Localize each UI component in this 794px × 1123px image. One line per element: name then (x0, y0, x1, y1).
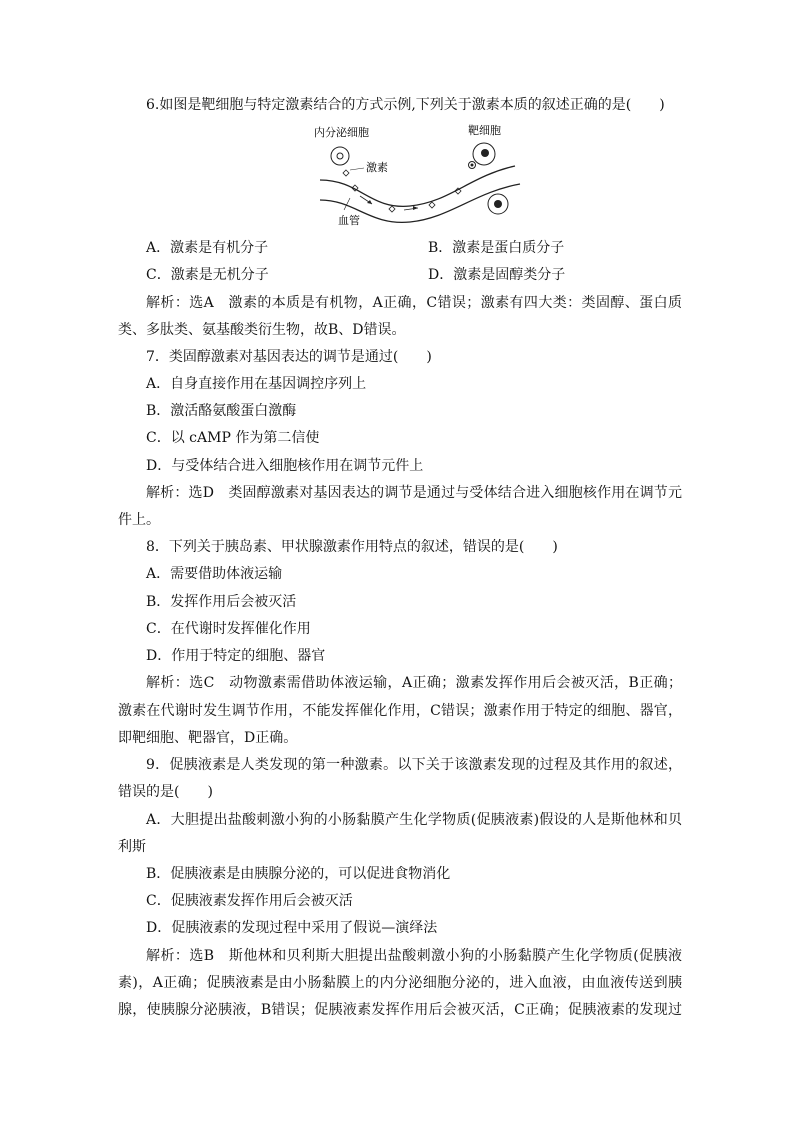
q8-option: A．需要借助体液运输 (146, 566, 283, 582)
q8-analysis-line: 解析：选C 动物激素需借助体液运输，A正确；激素发挥作用后会被灭活，B正确； (146, 675, 682, 691)
q9-option: B．促胰液素是由胰腺分泌的，可以促进食物消化 (146, 866, 451, 882)
q8-option: B．发挥作用后会被灭活 (146, 594, 297, 610)
q7-analysis-line: 件上。 (118, 512, 160, 528)
q7-option: D．与受体结合进入细胞核作用在调节元件上 (146, 458, 424, 474)
endocrine-cell (331, 147, 349, 165)
q9-analysis-line: 腺，使胰腺分泌胰液，B错误；促胰液素发挥作用后会被灭活，C正确；促胰液素的发现过 (118, 1002, 682, 1018)
q6-stem: 6.如图是靶细胞与特定激素结合的方式示例,下列关于激素本质的叙述正确的是( ) (146, 97, 665, 113)
hormone-particle (343, 170, 349, 176)
bound-hormone (471, 164, 474, 167)
q8-stem: 8．下列关于胰岛素、甲状腺激素作用特点的叙述，错误的是( ) (146, 539, 558, 555)
q9-stem-line: 错误的是( ) (118, 784, 213, 800)
flow-arrowhead (413, 206, 418, 210)
q9-option-continued: 利斯 (118, 839, 146, 855)
non-target-cell-nucleus (494, 200, 502, 208)
label-target-cell: 靶细胞 (468, 124, 501, 137)
q8-option: D．作用于特定的细胞、器官 (146, 648, 326, 664)
q8-analysis-line: 激素在代谢时发生调节作用，不能发挥催化作用，C错误；激素作用于特定的细胞、器官， (118, 703, 682, 719)
q9-option: D．促胰液素的发现过程中采用了假说—演绎法 (146, 920, 438, 936)
q6-option-a: A．激素是有机分子 (146, 240, 269, 256)
q6-option-d: D．激素是固醇类分子 (428, 267, 566, 283)
q7-option: A．自身直接作用在基因调控序列上 (146, 376, 367, 392)
q7-analysis-line: 解析：选D 类固醇激素对基因表达的调节是通过与受体结合进入细胞核作用在调节元 (146, 485, 682, 501)
q7-stem: 7．类固醇激素对基因表达的调节是通过( ) (146, 349, 432, 365)
q8-analysis-line: 即靶细胞、靶器官，D正确。 (118, 730, 298, 746)
q6-analysis-line: 类、多肽类、氨基酸类衍生物，故B、D错误。 (118, 322, 406, 338)
endocrine-cell-nucleus (337, 153, 343, 159)
hormone-target-cell-diagram (300, 118, 530, 228)
flow-arrowhead (367, 200, 372, 204)
label-blood-vessel: 血管 (338, 214, 360, 227)
label-endocrine-cell: 内分泌细胞 (314, 126, 369, 139)
q7-option: B．激活酪氨酸蛋白激酶 (146, 403, 297, 419)
q9-stem-line: 9．促胰液素是人类发现的第一种激素。以下关于该激素发现的过程及其作用的叙述， (146, 757, 682, 773)
q6-option-c: C．激素是无机分子 (146, 267, 269, 283)
q9-analysis-line: 解析：选B 斯他林和贝利斯大胆提出盐酸刺激小狗的小肠黏膜产生化学物质(促胰液 (146, 948, 682, 964)
q6-option-b: B．激素是蛋白质分子 (428, 240, 565, 256)
hormone-particle (429, 202, 435, 208)
q9-option: A．大胆提出盐酸刺激小狗的小肠黏膜产生化学物质(促胰液素)假设的人是斯他林和贝 (146, 812, 682, 828)
label-hormone: 激素 (366, 161, 388, 174)
hormone-leader-line (350, 168, 364, 170)
q7-option: C．以 cAMP 作为第二信使 (146, 430, 320, 446)
q6-figure (300, 118, 530, 228)
q9-option: C．促胰液素发挥作用后会被灭活 (146, 893, 353, 909)
hormone-particle (389, 206, 395, 212)
target-cell-nucleus (481, 149, 489, 157)
q9-analysis-line: 素)，A正确；促胰液素是由小肠黏膜上的内分泌细胞分泌的，进入血液，由血液传送到胰 (118, 975, 682, 991)
q6-analysis-line: 解析：选A 激素的本质是有机物，A正确，C错误；激素有四大类：类固醇、蛋白质 (146, 295, 682, 311)
blood-vessel-upper-wall (320, 166, 515, 206)
q8-option: C．在代谢时发挥催化作用 (146, 621, 311, 637)
